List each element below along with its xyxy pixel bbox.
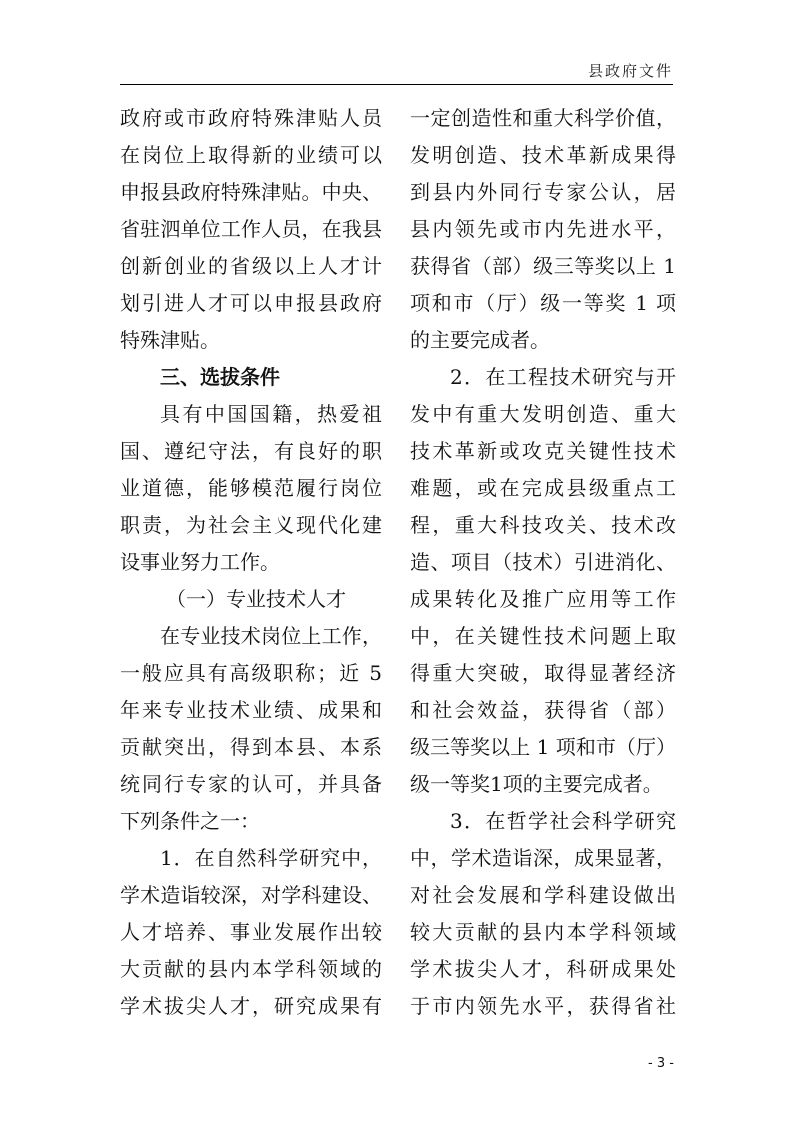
text-line: 职责，为社会主义现代化建 xyxy=(120,513,382,537)
text-line: 项和市（厅）级一等奖 1 项 xyxy=(410,291,676,315)
text-line: 到县内外同行专家公认，居 xyxy=(410,180,676,204)
page-header xyxy=(120,58,673,85)
text-line: 设事业努力工作。 xyxy=(120,550,280,574)
text-line: 2．在工程技术研究与开 xyxy=(450,365,676,389)
text-line: 一般应具有高级职称；近 5 xyxy=(120,661,382,685)
text-line: 统同行专家的认可，并具备 xyxy=(120,772,382,796)
text-line: 1．在自然科学研究中， xyxy=(160,846,382,870)
text-line: 于市内领先水平，获得省社 xyxy=(410,994,676,1018)
text-line: 3．在哲学社会科学研究 xyxy=(450,809,676,833)
text-line: 学术拔尖人才，科研成果处 xyxy=(410,957,676,981)
text-line: 难题，或在完成县级重点工 xyxy=(410,476,676,500)
text-line: 发明创造、技术革新成果得 xyxy=(410,143,676,167)
text-line: 年来专业技术业绩、成果和 xyxy=(120,698,382,722)
text-line: 县内领先或市内先进水平， xyxy=(410,217,676,241)
text-line: 成果转化及推广应用等工作 xyxy=(410,587,676,611)
text-line: 创新创业的省级以上人才计 xyxy=(120,254,382,278)
text-line: 获得省（部）级三等奖以上 1 xyxy=(410,254,676,278)
text-line: 特殊津贴。 xyxy=(120,328,220,352)
text-line: 贡献突出，得到本县、本系 xyxy=(120,735,382,759)
text-line: 业道德，能够模范履行岗位 xyxy=(120,476,382,500)
section-heading: 三、选拔条件 xyxy=(160,365,280,389)
text-line: 申报县政府特殊津贴。中央、 xyxy=(120,180,382,204)
text-line: 学术造诣较深，对学科建设、 xyxy=(120,883,382,907)
page-number: - 3 - xyxy=(648,1056,674,1071)
text-line: 的主要完成者。 xyxy=(410,328,550,352)
text-line: 级一等奖1项的主要完成者。 xyxy=(410,772,663,796)
text-line: 大贡献的县内本学科领域的 xyxy=(120,957,382,981)
text-line: 一定创造性和重大科学价值， xyxy=(410,106,676,130)
text-line: 技术革新或攻克关键性技术 xyxy=(410,439,676,463)
text-line: 级三等奖以上 1 项和市（厅） xyxy=(410,735,676,759)
text-line: 人才培养、事业发展作出较 xyxy=(120,920,382,944)
text-line: 政府或市政府特殊津贴人员 xyxy=(120,106,382,130)
text-line: 具有中国国籍，热爱祖 xyxy=(160,402,382,426)
text-line: 国、遵纪守法，有良好的职 xyxy=(120,439,382,463)
text-line: 省驻泗单位工作人员，在我县 xyxy=(120,217,382,241)
text-line: 对社会发展和学科建设做出 xyxy=(410,883,676,907)
text-line: 下列条件之一： xyxy=(120,809,260,833)
text-line: 较大贡献的县内本学科领域 xyxy=(410,920,676,944)
text-line: 发中有重大发明创造、重大 xyxy=(410,402,676,426)
text-line: 在岗位上取得新的业绩可以 xyxy=(120,143,382,167)
left-text-column xyxy=(120,100,382,1025)
text-line: 得重大突破，取得显著经济 xyxy=(410,661,676,685)
text-line: 和社会效益，获得省（部） xyxy=(410,698,676,722)
text-line: 划引进人才可以申报县政府 xyxy=(120,291,382,315)
header-title: 县政府文件 xyxy=(587,62,673,80)
subsection-heading: （一）专业技术人才 xyxy=(166,587,346,611)
right-text-column xyxy=(410,100,676,1025)
text-line: 在专业技术岗位上工作， xyxy=(160,624,382,648)
text-line: 学术拔尖人才，研究成果有 xyxy=(120,994,382,1018)
text-line: 中，在关键性技术问题上取 xyxy=(410,624,676,648)
text-line: 造、项目（技术）引进消化、 xyxy=(410,550,676,574)
text-line: 中，学术造诣深，成果显著， xyxy=(410,846,676,870)
text-line: 程，重大科技攻关、技术改 xyxy=(410,513,676,537)
